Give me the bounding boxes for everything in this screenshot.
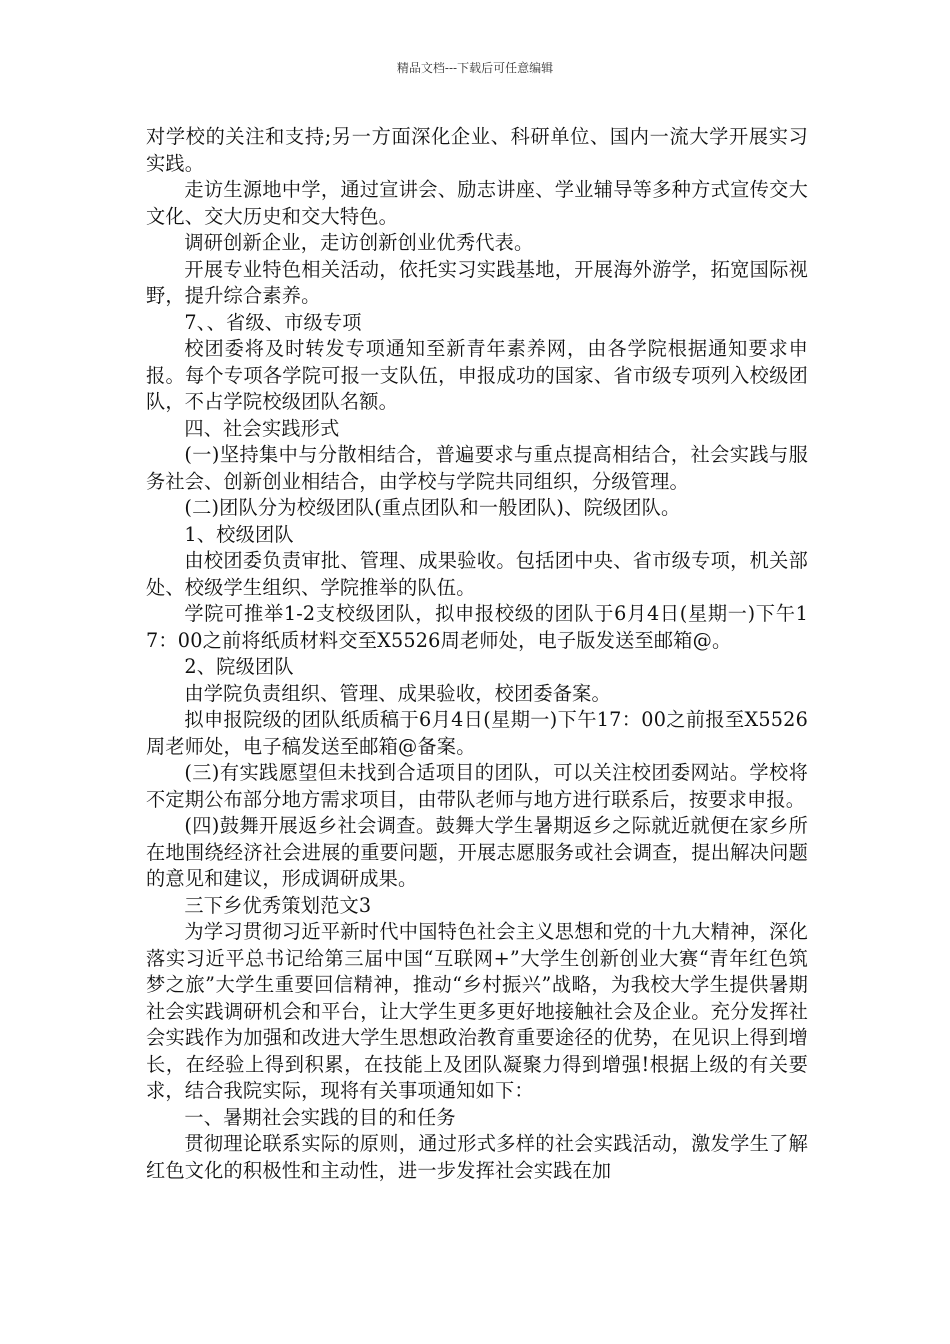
page-header: 精品文档---下载后可任意编辑 [396,61,554,75]
paragraph: 贯彻理论联系实际的原则，通过形式多样的社会实践活动，激发学生了解红色文化的积极性和主动性，进一步发挥社会实践在加 [146,1132,808,1182]
section-heading: 2、院级团队 [184,655,294,678]
section-heading: 1、校级团队 [184,522,294,546]
paragraph: (二)团队分为校级团队(重点团队和一般团队)、院级团队。 [184,496,681,519]
document-body [146,124,808,1184]
paragraph: 调研创新企业，走访创新创业优秀代表。 [184,231,534,254]
paragraph: 由校团委负责审批、管理、成果验收。包括团中央、省市级专项，机关部处、校级学生组织、学院推举的队伍。 [146,549,808,599]
paragraph: 走访生源地中学，通过宣讲会、励志讲座、学业辅导等多种方式宣传交大文化、交大历史和交大特色。 [146,178,808,228]
paragraph: 为学习贯彻习近平新时代中国特色社会主义思想和党的十九大精神，深化落实习近平总书记给第三届中国“互联网+”大学生创新创业大赛“青年红色筑梦之旅”大学生重要回信精神，推动“乡村振兴”战略，为我校大学生提供暑期社会实践调研机会和平台，让大学生更多更好地接触社会及企业。充分发挥社会实践作为加强和改进大学生思想政治教育重要途径的优势，在见识上得到增长，在经验上得到积累，在技能上及团队凝聚力得到增强!根据上级的有关要求，结合我院实际，现将有关事项通知如下： [146,920,808,1102]
paragraph: 学院可推举1-2支校级团队，拟申报校级的团队于6月4日(星期一)下午17：00之前将纸质材料交至X5526周老师处，电子版发送至邮箱@。 [146,602,808,652]
paragraph: (四)鼓舞开展返乡社会调查。鼓舞大学生暑期返乡之际就近就便在家乡所在地围绕经济社会进展的重要问题，开展志愿服务或社会调查，提出解决问题的意见和建议，形成调研成果。 [146,814,808,890]
section-heading: 四、社会实践形式 [184,416,340,440]
paragraph: 拟申报院级的团队纸质稿于6月4日(星期一)下午17：00之前报至X5526周老师处，电子稿发送至邮箱@备案。 [146,708,808,758]
section-heading: 三下乡优秀策划范文3 [184,893,372,917]
paragraph: 对学校的关注和支持;另一方面深化企业、科研单位、国内一流大学开展实习实践。 [146,125,808,175]
paragraph: 开展专业特色相关活动，依托实习实践基地，开展海外游学，拓宽国际视野，提升综合素养。 [146,257,808,307]
paragraph: 校团委将及时转发专项通知至新青年素养网，由各学院根据通知要求申报。每个专项各学院可报一支队伍，申报成功的国家、省市级专项列入校级团队，不占学院校级团队名额。 [146,337,808,413]
section-heading: 一、暑期社会实践的目的和任务 [184,1105,456,1129]
paragraph: (一)坚持集中与分散相结合，普遍要求与重点提高相结合，社会实践与服务社会、创新创业相结合，由学校与学院共同组织，分级管理。 [146,443,808,493]
paragraph: (三)有实践愿望但未找到合适项目的团队，可以关注校团委网站。学校将不定期公布部分地方需求项目，由带队老师与地方进行联系后，按要求申报。 [146,761,808,811]
section-heading: 7、、省级、市级专项 [184,310,362,334]
paragraph: 由学院负责组织、管理、成果验收，校团委备案。 [184,681,611,705]
